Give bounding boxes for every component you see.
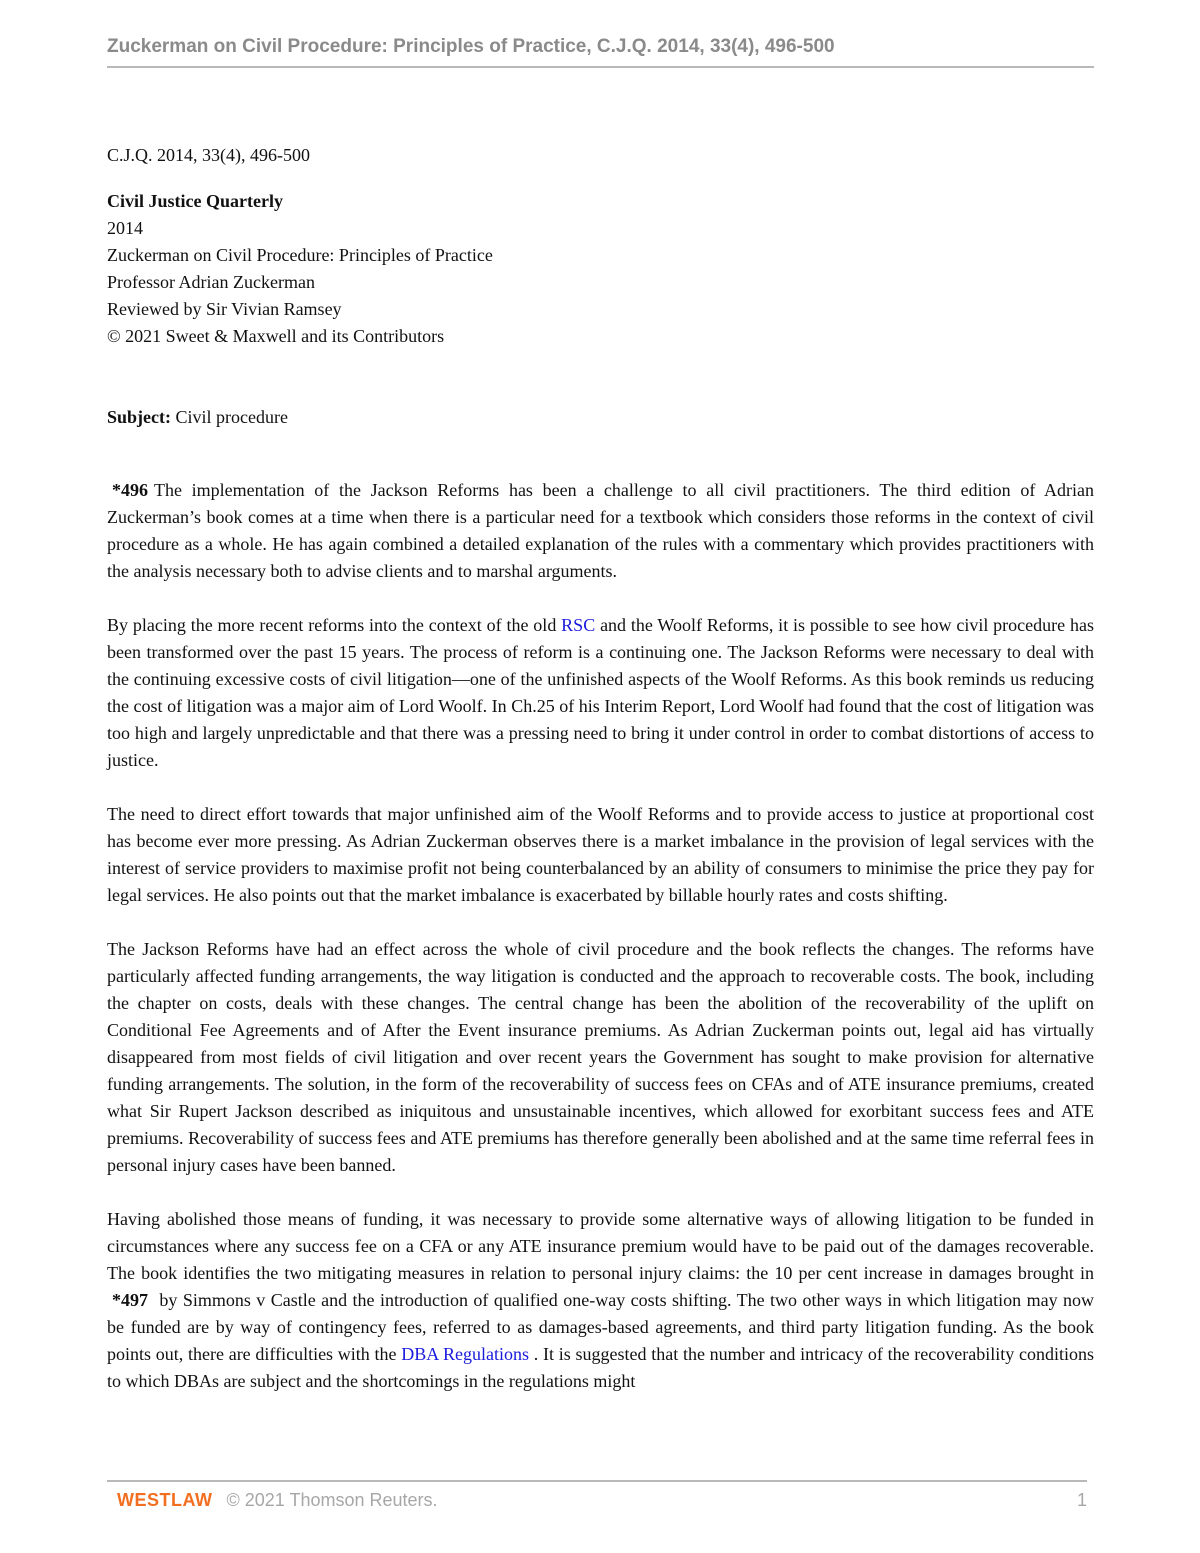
page-number: 1 <box>1076 1490 1087 1510</box>
star-page-marker: *497 <box>112 1290 148 1310</box>
star-page-marker: *496 <box>112 480 148 500</box>
dba-regulations-link[interactable]: DBA Regulations <box>401 1344 530 1364</box>
document-metadata <box>107 188 1094 350</box>
paragraph-text: The implementation of the Jackson Reforms has been a challenge to all civil practitioners. The third edition of Adrian Zuckerman’s book comes at a time when there is a particular need for a textbook which considers those reforms in the context of civil procedure as a whole. He has again combined a detailed explanation of the rules with a commentary which provides practitioners with the analysis necessary both to advise clients and to marshal arguments. <box>107 480 1094 581</box>
westlaw-logo: WESTLAW <box>117 1490 213 1510</box>
reviewer: Reviewed by Sir Vivian Ramsey <box>107 299 342 319</box>
publication-year: 2014 <box>107 218 143 238</box>
subject-value: Civil procedure <box>175 407 288 427</box>
paragraph-text: Having abolished those means of funding, it was necessary to provide some alternative ways of allowing litigation to be funded in circumstances where any success fee on a CFA or any ATE insurance premium would have to be paid out of the damages recoverable. The book identifies the two mitigating measures in relation to personal injury claims: the 10 per cent increase in damages brought in <box>107 1209 1094 1283</box>
header-divider <box>107 66 1094 68</box>
article-title: Zuckerman on Civil Procedure: Principles of Practice <box>107 245 493 265</box>
paragraph-4: The Jackson Reforms have had an effect across the whole of civil procedure and the book reflects the changes. The reforms have particularly affected funding arrangements, the way litigation is conducted and the approach to recoverable costs. The book, including the chapter on costs, deals with these changes. The central change has been the abolition of the recoverability of the uplift on Conditional Fee Agreements and of After the Event insurance premiums. As Adrian Zuckerman points out, legal aid has virtually disappeared from most fields of civil litigation and over recent years the Government has sought to make provision for alternative funding arrangements. The solution, in the form of the recoverability of success fees on CFAs and of ATE insurance premiums, created what Sir Rupert Jackson described as iniquitous and unsustainable incentives, which allowed for exorbitant success fees and ATE premiums. Recoverability of success fees and ATE premiums has therefore generally been abolished and at the same time referral fees in personal injury cases have been banned. <box>107 939 1094 1175</box>
journal-name: Civil Justice Quarterly <box>107 191 283 211</box>
paragraph-5 <box>107 1206 1094 1395</box>
paragraph-text: By placing the more recent reforms into the context of the old <box>107 615 562 635</box>
page-footer <box>117 1490 1087 1512</box>
subject-line <box>107 404 1094 430</box>
subject-label: Subject: <box>107 407 171 427</box>
paragraph-3: The need to direct effort towards that major unfinished aim of the Woolf Reforms and to provide access to justice at proportional cost has become ever more pressing. As Adrian Zuckerman observes there is a market imbalance in the provision of legal services with the interest of service providers to maximise profit not being counterbalanced by an ability of consumers to minimise the price they pay for legal services. He also points out that the market imbalance is exacerbated by billable hourly rates and costs shifting. <box>107 804 1094 905</box>
paragraph-2 <box>107 612 1094 774</box>
rsc-link[interactable]: RSC <box>561 615 596 635</box>
citation: C.J.Q. 2014, 33(4), 496-500 <box>107 145 310 165</box>
paragraph-1 <box>107 477 1094 585</box>
copyright-notice: © 2021 Sweet & Maxwell and its Contributors <box>107 326 445 346</box>
page-header-title: Zuckerman on Civil Procedure: Principles of Practice, C.J.Q. 2014, 33(4), 496-500 <box>107 36 835 57</box>
document-body <box>107 142 1094 1422</box>
author: Professor Adrian Zuckerman <box>107 272 315 292</box>
paragraph-text: by Simmons v Castle and the introduction of qualified one-way costs shifting. The two other ways in which litigation may now be funded are by way of contingency fees, referred to as damages-based agreements, and third party litigation funding. As the book points out, there are difficulties with the <box>107 1290 1094 1364</box>
footer-divider <box>107 1480 1087 1482</box>
paragraph-text: and the Woolf Reforms, it is possible to see how civil procedure has been transformed over the past 15 years. The process of reform is a continuing one. The Jackson Reforms were necessary to deal with the continuing excessive costs of civil litigation—one of the unfinished aspects of the Woolf Reforms. As this book reminds us reducing the cost of litigation was a major aim of Lord Woolf. In Ch.25 of his Interim Report, Lord Woolf had found that the cost of litigation was too high and largely unpredictable and that there was a pressing need to bring it under control in order to combat distortions of access to justice. <box>107 615 1094 770</box>
paragraph-text: . It is suggested that the number and intricacy of the recoverability conditions to which DBAs are subject and the shortcomings in the regulations might <box>107 1344 1094 1391</box>
footer-copyright: © 2021 Thomson Reuters. <box>226 1490 438 1510</box>
